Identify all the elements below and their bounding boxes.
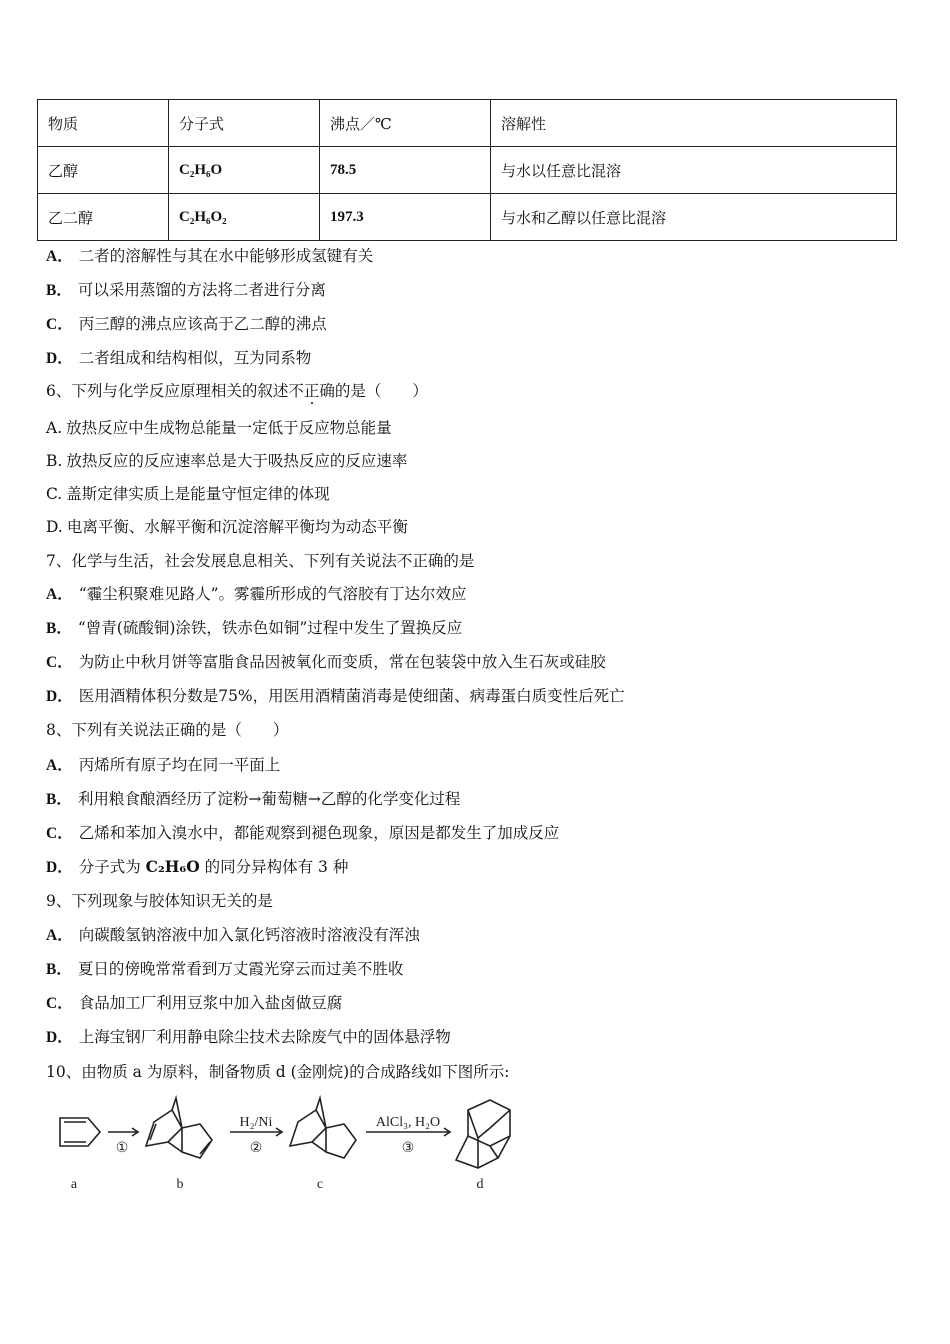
- step-2-label: ②: [249, 1141, 263, 1156]
- option-label: B．: [46, 791, 72, 808]
- option-label: C.: [46, 485, 63, 503]
- cell-name: 乙醇: [38, 147, 169, 194]
- option-text: 为防止中秋月饼等富脂食品因被氧化而变质，常在包装袋中放入生石灰或硅胶: [78, 653, 606, 671]
- option-text: “曾青(硫酸铜)涂铁，铁赤色如铜”过程中发生了置换反应: [77, 619, 463, 637]
- q8-option-d: [46, 857, 348, 878]
- label-c: c: [316, 1177, 324, 1192]
- step-2-reagent: H₂/Ni: [239, 1115, 273, 1130]
- option-text: 丙烯所有原子均在同一平面上: [78, 756, 281, 774]
- q9-option-a: [46, 925, 420, 946]
- scheme-svg: [50, 1088, 520, 1198]
- step-3-reagent: AlCl₃, H₂O: [375, 1115, 441, 1130]
- option-text: “霾尘积聚难见路人”。雾霾所形成的气溶胶有丁达尔效应: [78, 585, 467, 603]
- option-label: A．: [46, 927, 73, 944]
- q6-option-b: [46, 451, 407, 471]
- q7-stem: 7、化学与生活，社会发展息息相关、下列有关说法不正确的是: [46, 552, 475, 570]
- option-label: C．: [46, 825, 73, 842]
- q9-option-b: [46, 959, 403, 980]
- q7-option-a: [46, 584, 467, 605]
- q8-option-a: [46, 755, 280, 776]
- option-label: C．: [46, 654, 73, 671]
- table-row: [38, 194, 897, 241]
- stem-pre: 6、下列与化学反应原理相关的叙述: [46, 382, 289, 400]
- option-text: 可以采用蒸馏的方法将二者进行分离: [77, 281, 326, 299]
- option-label: B．: [46, 620, 72, 637]
- option-label: B．: [46, 961, 72, 978]
- header-formula: 分子式: [169, 100, 320, 147]
- q8-stem: 8、下列有关说法正确的是（ ）: [46, 721, 289, 739]
- q10-stem: 10、由物质 a 为原料，制备物质 d (金刚烷)的合成路线如下图所示:: [46, 1063, 510, 1081]
- option-text: 二者组成和结构相似，互为同系物: [78, 349, 312, 367]
- option-text: 利用粮食酿酒经历了淀粉→葡萄糖→乙醇的化学变化过程: [77, 790, 461, 808]
- stem-emphasis: 不正确: [288, 382, 335, 400]
- option-formula: C₂H₆O: [145, 857, 200, 876]
- q5-option-b: [46, 280, 326, 301]
- option-text: 电离平衡、水解平衡和沉淀溶解平衡均为动态平衡: [66, 518, 408, 536]
- q9-option-c: [46, 993, 342, 1014]
- option-label: D．: [46, 688, 73, 705]
- q6-option-a: [46, 418, 392, 438]
- option-text: 向碳酸氢钠溶液中加入氯化钙溶液时溶液没有浑浊: [78, 926, 420, 944]
- q9-option-d: [46, 1027, 451, 1048]
- cell-bp: 197.3: [320, 194, 491, 241]
- cell-formula: C₂H₆O: [169, 147, 320, 194]
- option-label: D．: [46, 859, 73, 876]
- option-label: D．: [46, 350, 73, 367]
- table-header-row: [38, 100, 897, 147]
- option-label: A．: [46, 248, 73, 265]
- synthesis-scheme: [50, 1088, 520, 1198]
- q6-option-c: [46, 484, 330, 504]
- molecule-a-double-bond: [64, 1122, 86, 1142]
- option-text: 上海宝钢厂利用静电除尘技术去除废气中的固体悬浮物: [78, 1028, 451, 1046]
- cell-solubility: 与水以任意比混溶: [491, 147, 897, 194]
- step-3-label: ③: [401, 1141, 415, 1156]
- cell-bp: 78.5: [320, 147, 491, 194]
- option-text: 夏日的傍晚常常看到万丈霞光穿云而过美不胜收: [77, 960, 404, 978]
- header-boiling-point: 沸点／℃: [320, 100, 491, 147]
- option-text: 放热反应中生成物总能量一定低于反应物总能量: [66, 419, 392, 437]
- molecule-d: [456, 1100, 510, 1168]
- option-label: A.: [46, 419, 63, 437]
- q8-option-c: [46, 823, 559, 844]
- q5-option-d: [46, 348, 311, 369]
- step-1-label: ①: [115, 1141, 129, 1156]
- option-text: 乙烯和苯加入溴水中，都能观察到褪色现象，原因是都发生了加成反应: [78, 824, 560, 842]
- q6-stem: [46, 381, 428, 401]
- option-label: C．: [46, 316, 73, 333]
- q9-stem: 9、下列现象与胶体知识无关的是: [46, 892, 273, 910]
- option-label: A．: [46, 757, 73, 774]
- option-label: D.: [46, 518, 63, 536]
- option-text: 二者的溶解性与其在水中能够形成氢键有关: [78, 247, 374, 265]
- arrow-1: [108, 1128, 138, 1136]
- option-label: D．: [46, 1029, 73, 1046]
- option-label: B．: [46, 282, 72, 299]
- q5-option-c: [46, 314, 327, 335]
- option-text: 食品加工厂利用豆浆中加入盐卤做豆腐: [78, 994, 343, 1012]
- option-text: 盖斯定律实质上是能量守恒定律的体现: [66, 485, 330, 503]
- properties-table: [37, 99, 897, 241]
- label-d: d: [476, 1177, 484, 1192]
- option-label: B.: [46, 452, 63, 470]
- molecule-c: [290, 1098, 356, 1158]
- molecule-b: [146, 1098, 212, 1158]
- label-b: b: [176, 1177, 184, 1192]
- q7-option-b: [46, 618, 462, 639]
- table-row: [38, 147, 897, 194]
- stem-post: 的是（ ）: [334, 382, 428, 400]
- option-text-post: 的同分异构体有 3 种: [199, 858, 349, 876]
- option-label: A．: [46, 586, 73, 603]
- cell-name: 乙二醇: [38, 194, 169, 241]
- q7-option-d: [46, 686, 625, 707]
- option-text-pre: 分子式为: [78, 858, 146, 876]
- label-a: a: [70, 1177, 78, 1192]
- option-text: 丙三醇的沸点应该高于乙二醇的沸点: [78, 315, 327, 333]
- option-text: 放热反应的反应速率总是大于吸热反应的反应速率: [66, 452, 408, 470]
- q8-option-b: [46, 789, 460, 810]
- header-solubility: 溶解性: [491, 100, 897, 147]
- cell-solubility: 与水和乙醇以任意比混溶: [491, 194, 897, 241]
- option-label: C．: [46, 995, 73, 1012]
- q6-option-d: [46, 517, 408, 537]
- q5-option-a: [46, 246, 373, 267]
- header-substance: 物质: [38, 100, 169, 147]
- q7-option-c: [46, 652, 606, 673]
- cell-formula: C₂H₆O₂: [169, 194, 320, 241]
- option-text: 医用酒精体积分数是75%，用医用酒精菌消毒是使细菌、病毒蛋白质变性后死亡: [78, 687, 625, 705]
